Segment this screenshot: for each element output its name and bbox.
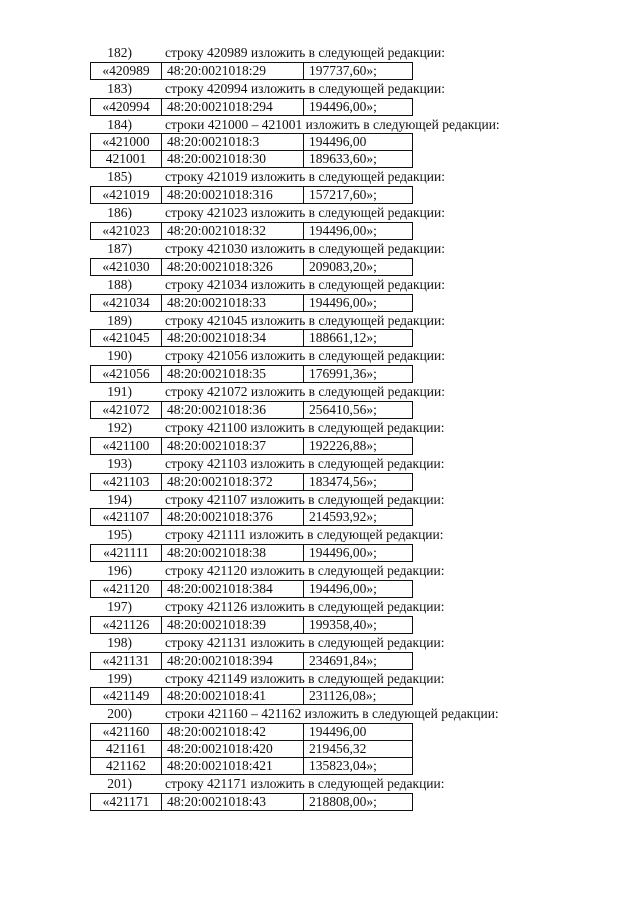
amendment-table [90,365,413,383]
amendment-number: 185) [107,169,132,185]
amendment-instruction: строку 421120 изложить в следующей редакции: [165,563,445,579]
amendment-number: 198) [107,634,132,650]
amendment-heading [90,670,550,688]
amendment-number: 187) [107,240,132,256]
amendment-table [90,652,413,670]
table-row [91,509,413,526]
table-row [91,401,413,418]
table-row [91,758,413,775]
cadastral-number-cell: 48:20:0021018:34 [162,330,304,347]
amendment-heading [90,634,550,652]
amendment-number: 201) [107,776,132,792]
row-number-cell: «421149 [91,688,162,705]
amendment-instruction: строки 421160 – 421162 изложить в следующей редакции: [165,706,499,722]
cadastral-number-cell: 48:20:0021018:316 [162,187,304,204]
amendment-instruction: строку 421149 изложить в следующей редакции: [165,670,445,686]
value-cell: 183474,56»; [304,473,413,490]
amendment-heading [90,775,550,793]
table-row [91,793,413,810]
amendment-heading [90,598,550,616]
amendment-heading [90,276,550,294]
table-row [91,330,413,347]
table-row [91,98,413,115]
value-cell: 194496,00»; [304,545,413,562]
amendment-heading [90,116,550,134]
amendment-heading [90,312,550,330]
table-row [91,366,413,383]
amendment-number: 193) [107,455,132,471]
amendment-table [90,723,413,775]
amendment-number: 186) [107,205,132,221]
table-row [91,616,413,633]
amendment-number: 182) [107,45,132,60]
row-number-cell: «421023 [91,222,162,239]
value-cell: 234691,84»; [304,652,413,669]
amendment-table [90,616,413,634]
amendment-heading [90,168,550,186]
amendment-instruction: строку 421100 изложить в следующей редакции: [165,419,445,435]
amendment-instruction: строку 420989 изложить в следующей редакции: [165,45,446,60]
cadastral-number-cell: 48:20:0021018:420 [162,741,304,758]
amendment-number: 192) [107,419,132,435]
amendment-table [90,401,413,419]
amendment-heading [90,383,550,401]
table-row [91,151,413,168]
row-number-cell: 421162 [91,758,162,775]
value-cell: 197737,60»; [304,62,413,79]
amendment-table [90,544,413,562]
cadastral-number-cell: 48:20:0021018:421 [162,758,304,775]
value-cell: 194496,00 [304,134,413,151]
value-cell: 199358,40»; [304,616,413,633]
amendment-table [90,62,413,80]
row-number-cell: 421161 [91,741,162,758]
table-row [91,580,413,597]
cadastral-number-cell: 48:20:0021018:326 [162,258,304,275]
amendment-heading [90,491,550,509]
row-number-cell: «421072 [91,401,162,418]
table-row [91,222,413,239]
amendment-table [90,258,413,276]
row-number-cell: «421100 [91,437,162,454]
cadastral-number-cell: 48:20:0021018:384 [162,580,304,597]
amendment-heading [90,526,550,544]
row-number-cell: 421001 [91,151,162,168]
value-cell: 218808,00»; [304,793,413,810]
amendment-table [90,133,413,168]
table-row [91,473,413,490]
value-cell: 194496,00»; [304,98,413,115]
cadastral-number-cell: 48:20:0021018:3 [162,134,304,151]
amendment-instruction: строки 421000 – 421001 изложить в следующей редакции: [165,116,500,132]
amendment-instruction: строку 421034 изложить в следующей редакции: [165,276,446,292]
amendment-number: 196) [107,563,132,579]
cadastral-number-cell: 48:20:0021018:37 [162,437,304,454]
cadastral-number-cell: 48:20:0021018:39 [162,616,304,633]
row-number-cell: «421171 [91,793,162,810]
amendment-heading [90,44,550,62]
cadastral-number-cell: 48:20:0021018:376 [162,509,304,526]
amendment-instruction: строку 421107 изложить в следующей редакции: [165,491,445,507]
table-row [91,724,413,741]
value-cell: 194496,00»; [304,222,413,239]
amendment-table [90,186,413,204]
row-number-cell: «421160 [91,724,162,741]
value-cell: 214593,92»; [304,509,413,526]
amendment-table [90,437,413,455]
document-body [90,44,550,811]
row-number-cell: «421000 [91,134,162,151]
row-number-cell: «421131 [91,652,162,669]
amendment-heading [90,562,550,580]
table-row [91,62,413,79]
cadastral-number-cell: 48:20:0021018:30 [162,151,304,168]
table-row [91,294,413,311]
amendment-table [90,329,413,347]
value-cell: 188661,12»; [304,330,413,347]
cadastral-number-cell: 48:20:0021018:35 [162,366,304,383]
table-row [91,688,413,705]
value-cell: 231126,08»; [304,688,413,705]
amendment-heading [90,705,550,723]
table-row [91,134,413,151]
amendment-instruction: строку 421171 изложить в следующей редакции: [165,776,445,792]
value-cell: 194496,00»; [304,580,413,597]
amendment-heading [90,240,550,258]
value-cell: 219456,32 [304,741,413,758]
amendment-instruction: строку 420994 изложить в следующей редакции: [165,80,446,96]
cadastral-number-cell: 48:20:0021018:41 [162,688,304,705]
amendment-table [90,294,413,312]
value-cell: 189633,60»; [304,151,413,168]
row-number-cell: «421019 [91,187,162,204]
table-row [91,258,413,275]
amendment-number: 190) [107,348,132,364]
amendment-instruction: строку 421045 изложить в следующей редакции: [165,312,446,328]
cadastral-number-cell: 48:20:0021018:29 [162,62,304,79]
row-number-cell: «421111 [91,545,162,562]
table-row [91,545,413,562]
amendment-table [90,687,413,705]
value-cell: 157217,60»; [304,187,413,204]
amendment-table [90,222,413,240]
row-number-cell: «421107 [91,509,162,526]
amendment-table [90,793,413,811]
amendment-table [90,508,413,526]
table-row [91,437,413,454]
amendment-heading [90,204,550,222]
amendment-table [90,580,413,598]
cadastral-number-cell: 48:20:0021018:394 [162,652,304,669]
amendment-instruction: строку 421056 изложить в следующей редакции: [165,348,446,364]
amendment-number: 183) [107,80,132,96]
row-number-cell: «421034 [91,294,162,311]
amendment-heading [90,419,550,437]
amendment-instruction: строку 421126 изложить в следующей редакции: [165,598,445,614]
cadastral-number-cell: 48:20:0021018:38 [162,545,304,562]
amendment-instruction: строку 421111 изложить в следующей редакции: [165,527,444,543]
cadastral-number-cell: 48:20:0021018:32 [162,222,304,239]
amendment-instruction: строку 421023 изложить в следующей редакции: [165,205,446,221]
cadastral-number-cell: 48:20:0021018:294 [162,98,304,115]
cadastral-number-cell: 48:20:0021018:36 [162,401,304,418]
cadastral-number-cell: 48:20:0021018:42 [162,724,304,741]
cadastral-number-cell: 48:20:0021018:43 [162,793,304,810]
amendment-instruction: строку 421030 изложить в следующей редакции: [165,240,446,256]
amendment-number: 191) [107,384,132,400]
row-number-cell: «421120 [91,580,162,597]
row-number-cell: «421103 [91,473,162,490]
amendment-instruction: строку 421103 изложить в следующей редакции: [165,455,445,471]
amendment-number: 188) [107,276,132,292]
value-cell: 194496,00»; [304,294,413,311]
value-cell: 135823,04»; [304,758,413,775]
amendment-heading [90,347,550,365]
amendment-table [90,98,413,116]
amendment-instruction: строку 421072 изложить в следующей редакции: [165,384,446,400]
value-cell: 176991,36»; [304,366,413,383]
table-row [91,741,413,758]
row-number-cell: «421045 [91,330,162,347]
value-cell: 194496,00 [304,724,413,741]
amendment-number: 194) [107,491,132,507]
amendment-number: 195) [107,527,132,543]
cadastral-number-cell: 48:20:0021018:33 [162,294,304,311]
row-number-cell: «421030 [91,258,162,275]
amendment-instruction: строку 421019 изложить в следующей редакции: [165,169,446,185]
amendment-number: 189) [107,312,132,328]
amendment-heading [90,455,550,473]
cadastral-number-cell: 48:20:0021018:372 [162,473,304,490]
amendment-table [90,473,413,491]
value-cell: 256410,56»; [304,401,413,418]
amendment-heading [90,80,550,98]
row-number-cell: «420994 [91,98,162,115]
amendment-number: 184) [107,116,132,132]
row-number-cell: «420989 [91,62,162,79]
amendment-number: 199) [107,670,132,686]
amendment-instruction: строку 421131 изложить в следующей редакции: [165,634,445,650]
row-number-cell: «421126 [91,616,162,633]
amendment-number: 197) [107,598,132,614]
value-cell: 192226,88»; [304,437,413,454]
row-number-cell: «421056 [91,366,162,383]
table-row [91,652,413,669]
table-row [91,187,413,204]
value-cell: 209083,20»; [304,258,413,275]
amendment-number: 200) [107,706,132,722]
